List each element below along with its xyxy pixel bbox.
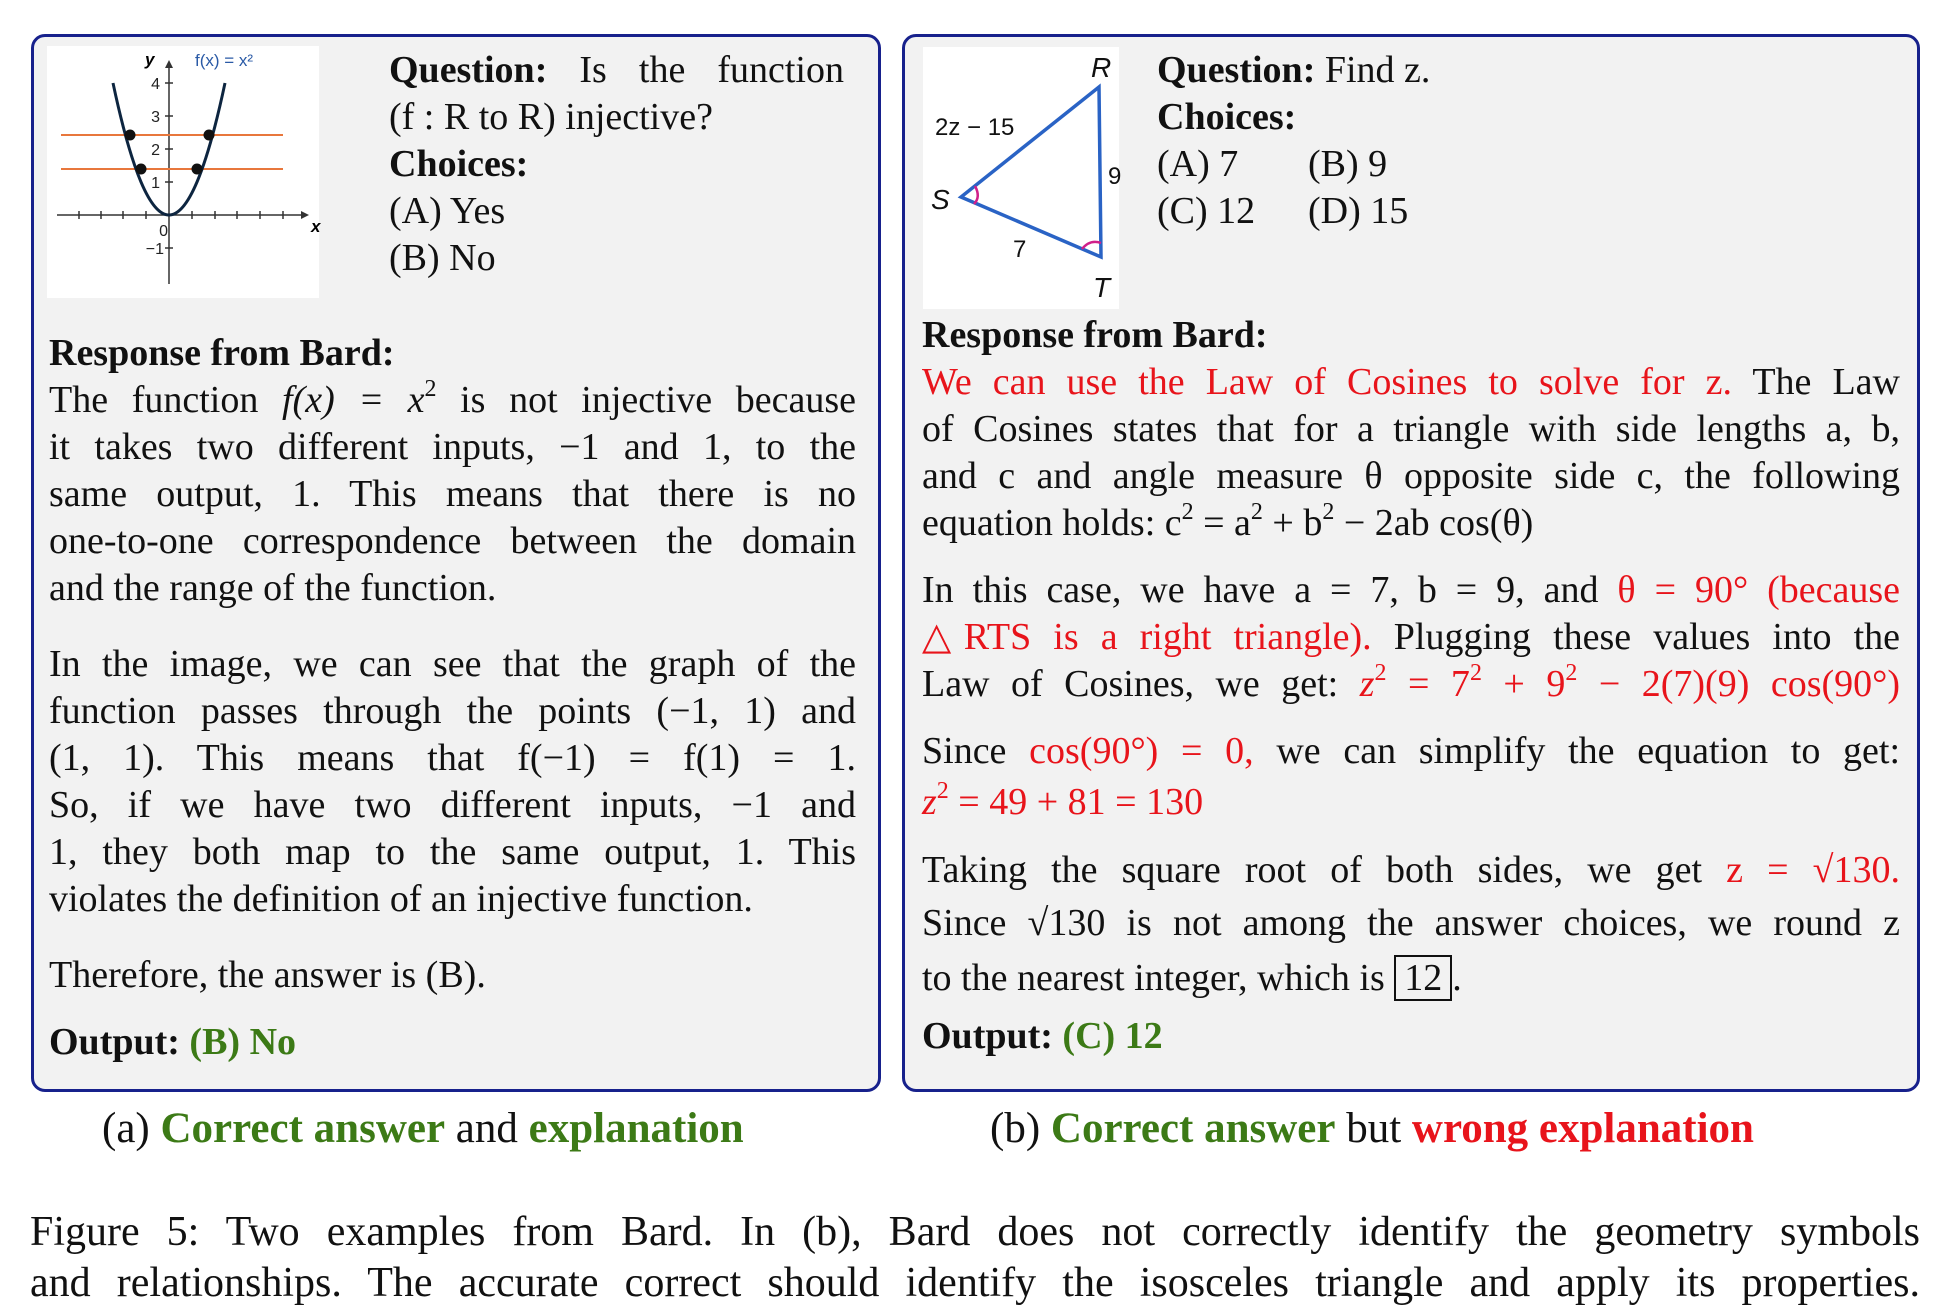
y-tick-label: 0: [159, 223, 168, 240]
vertex-label-t: T: [1093, 272, 1111, 303]
output-label: Output:: [49, 1021, 180, 1063]
panel-a: [31, 34, 881, 1092]
figure-caption-line-1: Figure 5: Two examples from Bard. In (b), Bard does not correctly identify the geometry symbols: [30, 1209, 1920, 1255]
subcaption-a: (a) Correct answer and explanation: [102, 1105, 744, 1152]
y-axis-label: y: [145, 50, 155, 69]
parabola-graph: [47, 46, 319, 298]
response-line: $z^2 = 49 + 81 = 130$: [922, 778, 1204, 823]
conclusion: Therefore, the answer is (B).: [49, 954, 486, 996]
side-label-st: 7: [1013, 236, 1027, 263]
response-label: Response from Bard:: [49, 332, 395, 374]
y-tick-label: 1: [151, 175, 160, 192]
triangle-figure: [923, 47, 1122, 309]
vertex-label-s: S: [931, 184, 950, 215]
response-line: (1, 1). This means that f(−1) = f(1) = 1.: [49, 737, 856, 779]
response-line: So, if we have two different inputs, −1 and: [49, 784, 856, 826]
question-label: Question:: [1157, 49, 1316, 91]
boxed-answer: 12: [1394, 955, 1452, 1001]
choice-b: (B) 9: [1308, 143, 1388, 185]
intersection-point: [125, 130, 136, 141]
response-line: Taking the square root of both sides, we get z = √130.: [922, 849, 1901, 891]
triangle-svg: [923, 47, 1122, 309]
side-label-sr: 2z − 15: [935, 114, 1015, 141]
choice-b: (B) No: [389, 237, 496, 279]
response-line: same output, 1. This means that there is no: [49, 473, 856, 515]
panel-b: [902, 34, 1920, 1092]
y-axis-arrow: [165, 60, 173, 68]
response-line: 1, they both map to the same output, 1. This: [49, 831, 856, 873]
intersection-point: [204, 130, 215, 141]
subcaption-b: (b) Correct answer but wrong explanation: [990, 1105, 1754, 1152]
vertex-label-r: R: [1091, 52, 1112, 83]
response-line: We can use the Law of Cosines to solve for z. The Law: [922, 361, 1900, 403]
output-value: (C) 12: [1062, 1015, 1163, 1057]
angle-mark-t: [1082, 242, 1101, 249]
response-line: violates the definition of an injective function.: [49, 878, 753, 920]
output-line: [49, 1019, 296, 1066]
question-text: Is the function: [579, 49, 844, 91]
response-line: In this case, we have a = 7, b = 9, and θ = 90° (because: [922, 569, 1900, 611]
choice-d: (D) 15: [1308, 190, 1409, 232]
response-line: to the nearest integer, which is 12 .: [922, 957, 1462, 999]
y-tick-label: 4: [151, 76, 160, 93]
output-label: Output:: [922, 1015, 1053, 1057]
figure-caption-line-2: and relationships. The accurate correct should identify the isosceles triangle and apply its properties.: [30, 1260, 1920, 1306]
response-line: function passes through the points (−1, 1) and: [49, 690, 856, 732]
response-line: △RTS is a right triangle). Plugging these values into the: [922, 616, 1900, 658]
response-line: of Cosines states that for a triangle with side lengths a, b,: [922, 408, 1900, 450]
choice-a: (A) 7: [1157, 143, 1239, 185]
side-label-rt: 9: [1108, 163, 1122, 190]
question-text: Find z.: [1324, 49, 1431, 91]
choices-label: Choices:: [1157, 96, 1297, 138]
intersection-point: [136, 164, 147, 175]
y-tick-label: 2: [151, 142, 160, 159]
response-label: Response from Bard:: [922, 314, 1268, 356]
question-label: Question:: [389, 49, 548, 91]
x-axis-arrow: [301, 211, 309, 219]
x-axis-label: x: [311, 217, 321, 236]
parabola-svg: [47, 46, 319, 298]
choice-a: (A) Yes: [389, 190, 506, 232]
response-line: one-to-one correspondence between the domain: [49, 520, 856, 562]
output-value: (B) No: [189, 1021, 297, 1063]
response-line: it takes two different inputs, −1 and 1, to the: [49, 426, 856, 468]
intersection-point: [192, 164, 203, 175]
y-tick-label: 3: [151, 109, 160, 126]
response-line: Since √130 is not among the answer choices, we round z: [922, 902, 1900, 944]
response-line: Since cos(90°) = 0, we can simplify the equation to get:: [922, 730, 1901, 772]
question-line-2: (f : R to R) injective?: [389, 96, 713, 138]
output-line: [922, 1013, 1163, 1060]
response-line: The function $f(x) = x^2$ is not injective because: [49, 376, 856, 421]
y-tick-label: −1: [145, 241, 164, 258]
choices-label: Choices:: [389, 143, 529, 185]
response-line: and c and angle measure θ opposite side c, the following: [922, 455, 1900, 497]
choice-c: (C) 12: [1157, 190, 1256, 232]
response-line: In the image, we can see that the graph of the: [49, 643, 856, 685]
response-line: and the range of the function.: [49, 567, 497, 609]
question-line: [389, 47, 844, 94]
response-line: Law of Cosines, we get: $z^2 = 7^2 + 9^2 - 2(7)(9)$ cos(90°): [922, 660, 1901, 705]
response-line: equation holds: $c^2 = a^2 + b^2 - 2ab$ cos(θ): [922, 499, 1534, 544]
question-line: [1157, 47, 1430, 94]
function-label: f(x) = x²: [195, 51, 254, 70]
triangle-shape: [961, 87, 1101, 257]
